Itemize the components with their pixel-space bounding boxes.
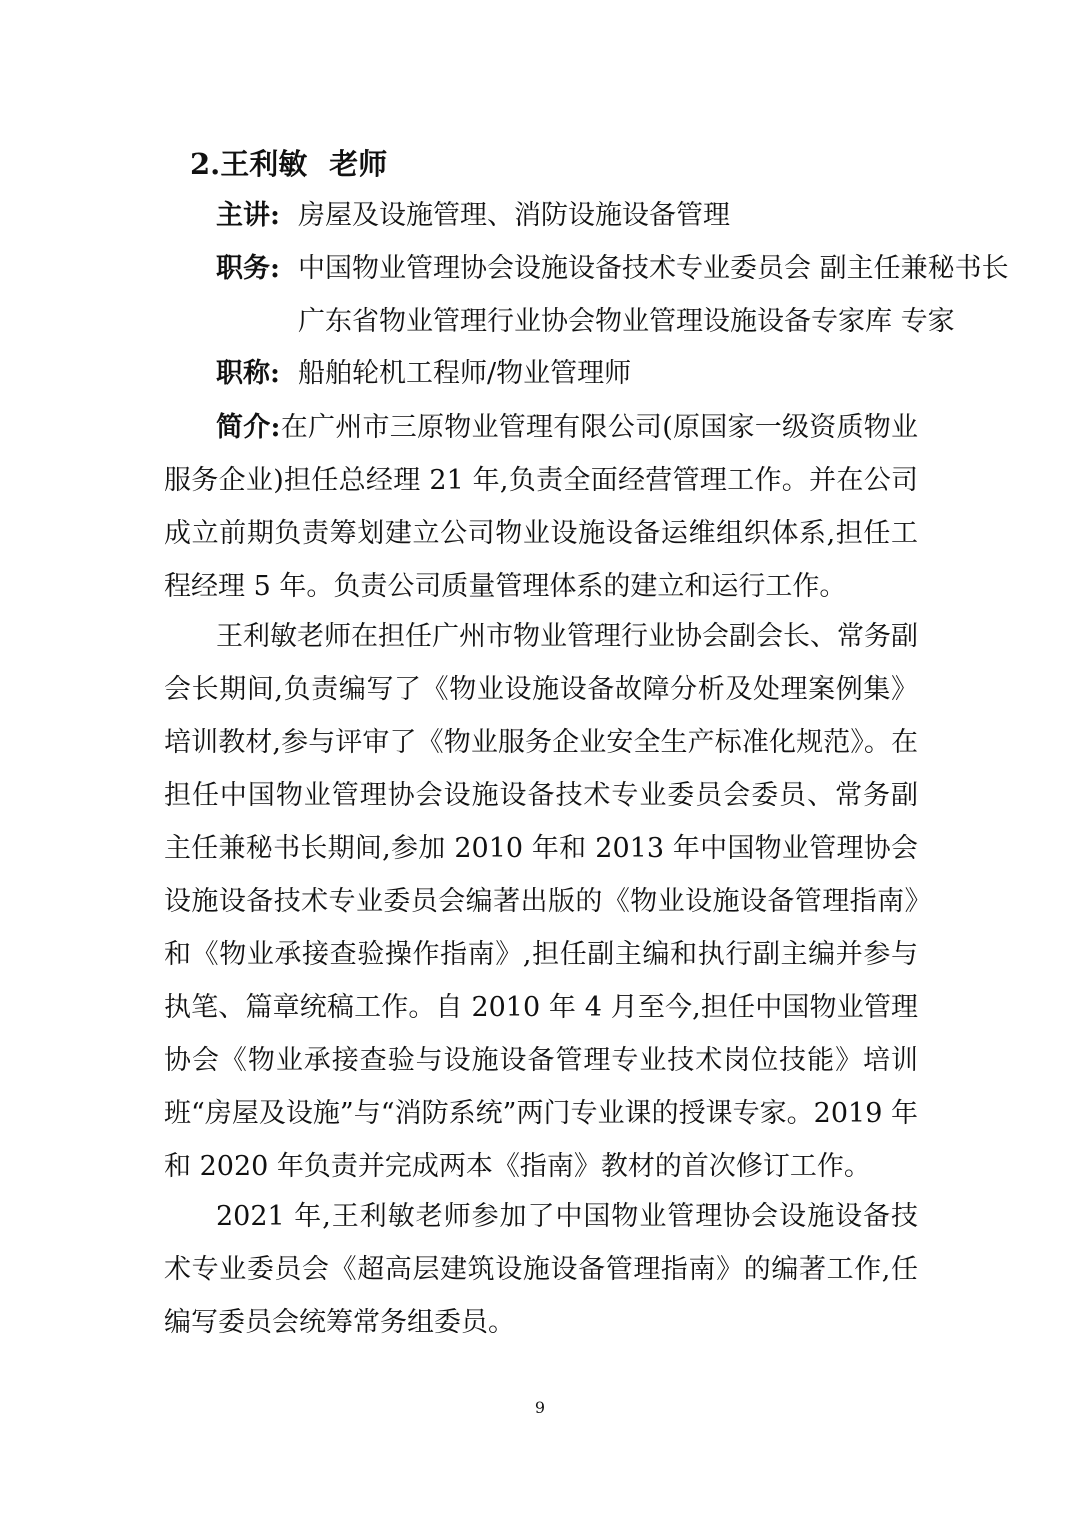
teacher-name: 王利敏 [220, 147, 308, 181]
intro-text: 在广州市三原物业管理有限公司(原国家一级资质物业服务企业)担任总经理 21 年,负责全面经营管理工作。并在公司成立前期负责筹划建立公司物业设施设备运维组织体系,担任工程经理 5 年。负责公司质量管理体系的建立和运行工作。 [164, 412, 918, 602]
lecture-value: 房屋及设施管理、消防设施设备管理 [298, 200, 730, 231]
intro-label: 简介: [216, 412, 281, 443]
position-line-1: 中国物业管理协会设施设备技术专业委员会 副主任兼秘书长 [298, 253, 1009, 284]
intro-paragraph [164, 401, 918, 613]
bio-paragraph-3: 2021 年,王利敏老师参加了中国物业管理协会设施设备技术专业委员会《超高层建筑设施设备管理指南》的编著工作,任编写委员会统筹常务组委员。 [164, 1201, 918, 1338]
title-label: 职称: [216, 358, 280, 389]
title-value: 船舶轮机工程师/物业管理师 [298, 358, 632, 389]
bio-paragraph-2: 王利敏老师在担任广州市物业管理行业协会副会长、常务副会长期间,负责编写了《物业设施设备故障分析及处理案例集》培训教材,参与评审了《物业服务企业安全生产标准化规范》。在担任中国物业管理协会设施设备技术专业委员会委员、常务副主任兼秘书长期间,参加 2010 年和 2013 年中国物业管理协会设施设备技术专业委员会编著出版的《物业设施设备管理指南》和《物业承接查验操作指南》,担任副主编和执行副主编并参与执笔、篇章统稿工作。自 2010 年 4 月至今,担任中国物业管理协会《物业承接查验与设施设备管理专业技术岗位技能》培训班“房屋及设施”与“消防系统”两门专业课的授课专家。2019 年和 2020 年负责并完成两本《指南》教材的首次修订工作。 [164, 621, 918, 1182]
title-row [216, 348, 631, 400]
section-heading [190, 138, 387, 190]
position-label: 职务: [216, 253, 280, 284]
page-number: 9 [534, 1398, 546, 1417]
position-line-2: 广东省物业管理行业协会物业管理设施设备专家库 专家 [298, 306, 955, 337]
lecture-label: 主讲: [216, 200, 280, 231]
position-row [216, 243, 1009, 295]
section-number: 2. [190, 147, 221, 181]
lecture-row [216, 190, 730, 242]
teacher-honorific: 老师 [329, 147, 388, 181]
